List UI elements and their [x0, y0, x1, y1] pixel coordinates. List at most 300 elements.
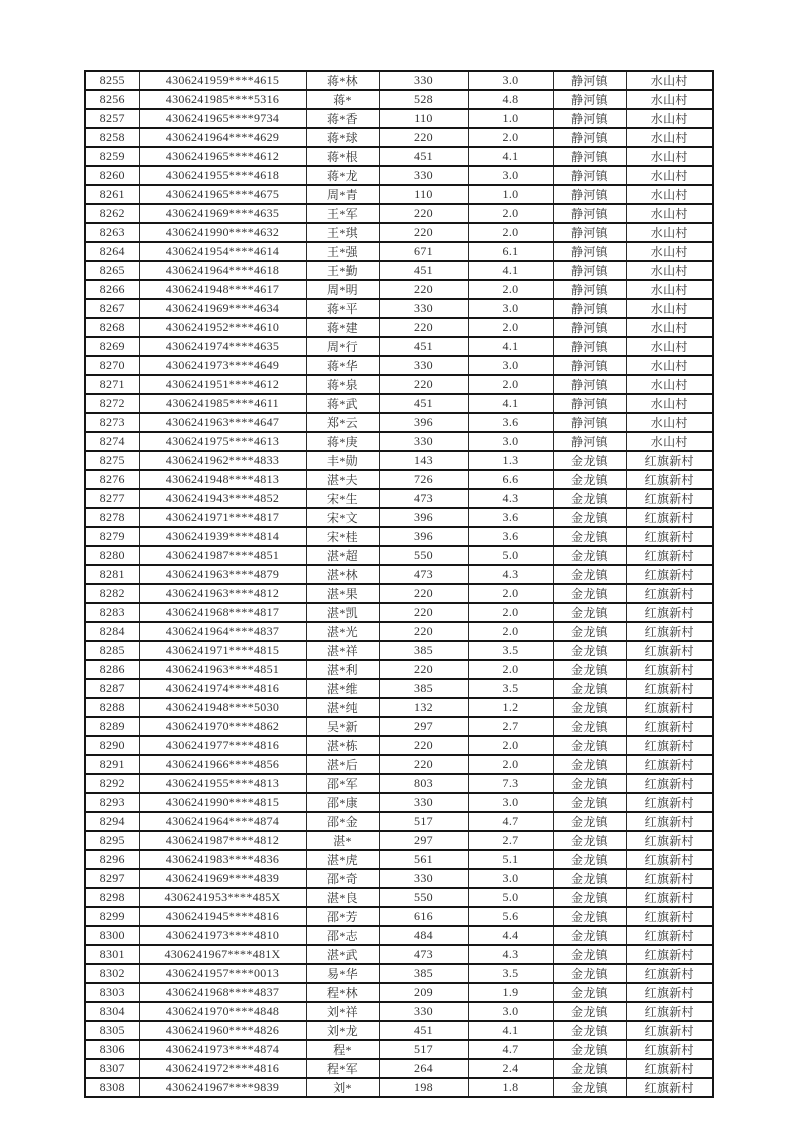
cell-id-number: 4306241973****4874 — [139, 1040, 306, 1059]
table-row — [85, 1040, 713, 1059]
table-row — [85, 717, 713, 736]
cell-id-number: 4306241967****9839 — [139, 1078, 306, 1097]
table-row — [85, 812, 713, 831]
cell-town: 金龙镇 — [553, 489, 626, 508]
cell-amount: 484 — [379, 926, 468, 945]
cell-index: 8278 — [85, 508, 139, 527]
cell-id-number: 4306241990****4632 — [139, 223, 306, 242]
cell-town: 静河镇 — [553, 318, 626, 337]
cell-index: 8258 — [85, 128, 139, 147]
cell-village: 水山村 — [626, 337, 713, 356]
cell-quantity: 2.4 — [468, 1059, 553, 1078]
cell-name: 蒋*华 — [306, 356, 379, 375]
cell-id-number: 4306241969****4839 — [139, 869, 306, 888]
cell-village: 红旗新村 — [626, 470, 713, 489]
cell-id-number: 4306241964****4874 — [139, 812, 306, 831]
cell-amount: 473 — [379, 565, 468, 584]
cell-id-number: 4306241955****4618 — [139, 166, 306, 185]
cell-amount: 385 — [379, 964, 468, 983]
cell-village: 红旗新村 — [626, 679, 713, 698]
cell-village: 红旗新村 — [626, 888, 713, 907]
cell-town: 金龙镇 — [553, 1002, 626, 1021]
cell-id-number: 4306241963****4879 — [139, 565, 306, 584]
cell-quantity: 1.2 — [468, 698, 553, 717]
cell-amount: 330 — [379, 166, 468, 185]
cell-index: 8298 — [85, 888, 139, 907]
table-row — [85, 261, 713, 280]
cell-village: 水山村 — [626, 71, 713, 90]
cell-amount: 330 — [379, 356, 468, 375]
cell-name: 湛*光 — [306, 622, 379, 641]
cell-amount: 451 — [379, 394, 468, 413]
cell-quantity: 4.1 — [468, 1021, 553, 1040]
cell-index: 8260 — [85, 166, 139, 185]
cell-amount: 396 — [379, 508, 468, 527]
cell-village: 红旗新村 — [626, 1040, 713, 1059]
cell-index: 8255 — [85, 71, 139, 90]
cell-index: 8269 — [85, 337, 139, 356]
table-row — [85, 907, 713, 926]
cell-id-number: 4306241968****4837 — [139, 983, 306, 1002]
table-row — [85, 413, 713, 432]
cell-town: 金龙镇 — [553, 850, 626, 869]
cell-quantity: 3.0 — [468, 432, 553, 451]
cell-town: 金龙镇 — [553, 546, 626, 565]
table-row — [85, 584, 713, 603]
cell-id-number: 4306241964****4629 — [139, 128, 306, 147]
cell-id-number: 4306241965****4612 — [139, 147, 306, 166]
cell-name: 王*琪 — [306, 223, 379, 242]
table-row — [85, 128, 713, 147]
cell-amount: 451 — [379, 1021, 468, 1040]
cell-amount: 330 — [379, 299, 468, 318]
cell-quantity: 1.9 — [468, 983, 553, 1002]
cell-town: 金龙镇 — [553, 1059, 626, 1078]
cell-name: 宋*桂 — [306, 527, 379, 546]
cell-quantity: 2.0 — [468, 622, 553, 641]
cell-index: 8305 — [85, 1021, 139, 1040]
cell-village: 水山村 — [626, 128, 713, 147]
cell-town: 静河镇 — [553, 185, 626, 204]
cell-village: 红旗新村 — [626, 584, 713, 603]
table-row — [85, 109, 713, 128]
cell-village: 红旗新村 — [626, 1002, 713, 1021]
cell-index: 8284 — [85, 622, 139, 641]
cell-quantity: 2.7 — [468, 831, 553, 850]
cell-town: 金龙镇 — [553, 983, 626, 1002]
cell-index: 8286 — [85, 660, 139, 679]
cell-town: 金龙镇 — [553, 584, 626, 603]
table-row — [85, 869, 713, 888]
cell-id-number: 4306241970****4848 — [139, 1002, 306, 1021]
cell-name: 蒋*龙 — [306, 166, 379, 185]
cell-id-number: 4306241987****4851 — [139, 546, 306, 565]
cell-name: 湛*后 — [306, 755, 379, 774]
table-row — [85, 394, 713, 413]
cell-quantity: 4.1 — [468, 337, 553, 356]
cell-index: 8290 — [85, 736, 139, 755]
cell-amount: 550 — [379, 546, 468, 565]
cell-index: 8275 — [85, 451, 139, 470]
cell-town: 金龙镇 — [553, 907, 626, 926]
cell-index: 8281 — [85, 565, 139, 584]
cell-index: 8262 — [85, 204, 139, 223]
cell-index: 8296 — [85, 850, 139, 869]
cell-index: 8294 — [85, 812, 139, 831]
cell-village: 红旗新村 — [626, 660, 713, 679]
cell-index: 8267 — [85, 299, 139, 318]
cell-quantity: 6.1 — [468, 242, 553, 261]
table-row — [85, 850, 713, 869]
cell-id-number: 4306241987****4812 — [139, 831, 306, 850]
cell-id-number: 4306241954****4614 — [139, 242, 306, 261]
cell-quantity: 3.0 — [468, 869, 553, 888]
cell-village: 红旗新村 — [626, 736, 713, 755]
cell-village: 红旗新村 — [626, 774, 713, 793]
cell-name: 湛*祥 — [306, 641, 379, 660]
cell-village: 水山村 — [626, 109, 713, 128]
cell-village: 红旗新村 — [626, 1078, 713, 1097]
cell-name: 湛*武 — [306, 945, 379, 964]
cell-index: 8300 — [85, 926, 139, 945]
table-row — [85, 242, 713, 261]
cell-town: 静河镇 — [553, 166, 626, 185]
cell-amount: 451 — [379, 261, 468, 280]
cell-id-number: 4306241948****5030 — [139, 698, 306, 717]
cell-town: 金龙镇 — [553, 1078, 626, 1097]
cell-town: 静河镇 — [553, 337, 626, 356]
table-row — [85, 318, 713, 337]
cell-amount: 220 — [379, 280, 468, 299]
cell-name: 蒋*林 — [306, 71, 379, 90]
cell-name: 蒋*根 — [306, 147, 379, 166]
cell-village: 水山村 — [626, 204, 713, 223]
cell-name: 刘*龙 — [306, 1021, 379, 1040]
cell-village: 红旗新村 — [626, 831, 713, 850]
cell-amount: 451 — [379, 337, 468, 356]
cell-name: 程*军 — [306, 1059, 379, 1078]
cell-quantity: 3.5 — [468, 679, 553, 698]
cell-amount: 671 — [379, 242, 468, 261]
cell-village: 水山村 — [626, 394, 713, 413]
cell-name: 王*勤 — [306, 261, 379, 280]
cell-amount: 396 — [379, 527, 468, 546]
cell-name: 吴*新 — [306, 717, 379, 736]
cell-amount: 220 — [379, 584, 468, 603]
cell-town: 金龙镇 — [553, 698, 626, 717]
cell-town: 静河镇 — [553, 242, 626, 261]
table-row — [85, 356, 713, 375]
cell-name: 程*林 — [306, 983, 379, 1002]
cell-town: 静河镇 — [553, 261, 626, 280]
cell-id-number: 4306241973****4649 — [139, 356, 306, 375]
table-row — [85, 71, 713, 90]
table-row — [85, 1059, 713, 1078]
cell-village: 红旗新村 — [626, 869, 713, 888]
cell-quantity: 1.0 — [468, 109, 553, 128]
cell-town: 金龙镇 — [553, 641, 626, 660]
cell-id-number: 4306241948****4813 — [139, 470, 306, 489]
table-row — [85, 299, 713, 318]
cell-name: 湛*凯 — [306, 603, 379, 622]
cell-id-number: 4306241965****9734 — [139, 109, 306, 128]
cell-name: 蒋* — [306, 90, 379, 109]
cell-village: 水山村 — [626, 261, 713, 280]
cell-index: 8287 — [85, 679, 139, 698]
cell-quantity: 5.1 — [468, 850, 553, 869]
cell-id-number: 4306241975****4613 — [139, 432, 306, 451]
cell-id-number: 4306241962****4833 — [139, 451, 306, 470]
table-row — [85, 793, 713, 812]
table-row — [85, 660, 713, 679]
table-row — [85, 1021, 713, 1040]
cell-quantity: 4.1 — [468, 261, 553, 280]
cell-index: 8299 — [85, 907, 139, 926]
cell-id-number: 4306241959****4615 — [139, 71, 306, 90]
cell-index: 8297 — [85, 869, 139, 888]
cell-town: 静河镇 — [553, 147, 626, 166]
table-row — [85, 983, 713, 1002]
cell-id-number: 4306241960****4826 — [139, 1021, 306, 1040]
cell-id-number: 4306241985****4611 — [139, 394, 306, 413]
table-row — [85, 945, 713, 964]
cell-town: 静河镇 — [553, 299, 626, 318]
cell-quantity: 5.6 — [468, 907, 553, 926]
cell-village: 红旗新村 — [626, 812, 713, 831]
cell-village: 红旗新村 — [626, 945, 713, 964]
cell-index: 8256 — [85, 90, 139, 109]
cell-village: 红旗新村 — [626, 641, 713, 660]
cell-village: 红旗新村 — [626, 451, 713, 470]
cell-town: 静河镇 — [553, 394, 626, 413]
cell-quantity: 3.5 — [468, 641, 553, 660]
cell-amount: 550 — [379, 888, 468, 907]
table-row — [85, 565, 713, 584]
cell-amount: 330 — [379, 869, 468, 888]
cell-index: 8271 — [85, 375, 139, 394]
table-row — [85, 546, 713, 565]
cell-id-number: 4306241953****485X — [139, 888, 306, 907]
cell-name: 王*强 — [306, 242, 379, 261]
cell-village: 水山村 — [626, 90, 713, 109]
cell-village: 红旗新村 — [626, 1059, 713, 1078]
cell-index: 8274 — [85, 432, 139, 451]
cell-quantity: 4.3 — [468, 945, 553, 964]
cell-amount: 110 — [379, 185, 468, 204]
cell-quantity: 4.1 — [468, 147, 553, 166]
table-row — [85, 641, 713, 660]
cell-town: 金龙镇 — [553, 603, 626, 622]
cell-village: 水山村 — [626, 242, 713, 261]
cell-index: 8261 — [85, 185, 139, 204]
cell-name: 邵*志 — [306, 926, 379, 945]
cell-quantity: 7.3 — [468, 774, 553, 793]
table-row — [85, 337, 713, 356]
cell-name: 刘* — [306, 1078, 379, 1097]
cell-village: 红旗新村 — [626, 717, 713, 736]
cell-amount: 110 — [379, 109, 468, 128]
cell-index: 8280 — [85, 546, 139, 565]
cell-id-number: 4306241985****5316 — [139, 90, 306, 109]
cell-village: 水山村 — [626, 147, 713, 166]
cell-index: 8307 — [85, 1059, 139, 1078]
cell-id-number: 4306241964****4618 — [139, 261, 306, 280]
cell-amount: 385 — [379, 641, 468, 660]
cell-quantity: 6.6 — [468, 470, 553, 489]
cell-name: 湛*纯 — [306, 698, 379, 717]
table-row — [85, 831, 713, 850]
cell-name: 丰*勋 — [306, 451, 379, 470]
cell-index: 8285 — [85, 641, 139, 660]
cell-village: 红旗新村 — [626, 622, 713, 641]
cell-amount: 561 — [379, 850, 468, 869]
cell-amount: 517 — [379, 812, 468, 831]
cell-name: 湛*利 — [306, 660, 379, 679]
cell-amount: 473 — [379, 945, 468, 964]
cell-amount: 220 — [379, 223, 468, 242]
cell-village: 水山村 — [626, 318, 713, 337]
cell-amount: 451 — [379, 147, 468, 166]
cell-id-number: 4306241968****4817 — [139, 603, 306, 622]
cell-index: 8279 — [85, 527, 139, 546]
cell-town: 静河镇 — [553, 109, 626, 128]
cell-village: 红旗新村 — [626, 964, 713, 983]
cell-quantity: 3.0 — [468, 356, 553, 375]
cell-village: 红旗新村 — [626, 489, 713, 508]
cell-quantity: 3.6 — [468, 527, 553, 546]
cell-index: 8306 — [85, 1040, 139, 1059]
cell-name: 蒋*平 — [306, 299, 379, 318]
cell-index: 8302 — [85, 964, 139, 983]
cell-village: 水山村 — [626, 356, 713, 375]
cell-quantity: 4.4 — [468, 926, 553, 945]
cell-id-number: 4306241977****4816 — [139, 736, 306, 755]
cell-name: 湛*虎 — [306, 850, 379, 869]
cell-quantity: 2.0 — [468, 755, 553, 774]
cell-town: 金龙镇 — [553, 1040, 626, 1059]
cell-amount: 396 — [379, 413, 468, 432]
cell-quantity: 2.0 — [468, 204, 553, 223]
cell-amount: 803 — [379, 774, 468, 793]
cell-town: 静河镇 — [553, 280, 626, 299]
cell-quantity: 5.0 — [468, 546, 553, 565]
cell-name: 邵*军 — [306, 774, 379, 793]
cell-id-number: 4306241948****4617 — [139, 280, 306, 299]
cell-village: 红旗新村 — [626, 983, 713, 1002]
cell-village: 红旗新村 — [626, 565, 713, 584]
cell-index: 8303 — [85, 983, 139, 1002]
cell-amount: 220 — [379, 128, 468, 147]
cell-index: 8304 — [85, 1002, 139, 1021]
cell-id-number: 4306241966****4856 — [139, 755, 306, 774]
cell-quantity: 2.0 — [468, 223, 553, 242]
table-row — [85, 280, 713, 299]
cell-town: 金龙镇 — [553, 1021, 626, 1040]
cell-town: 静河镇 — [553, 128, 626, 147]
cell-id-number: 4306241970****4862 — [139, 717, 306, 736]
cell-town: 金龙镇 — [553, 565, 626, 584]
cell-quantity: 4.7 — [468, 812, 553, 831]
cell-id-number: 4306241963****4851 — [139, 660, 306, 679]
table-row — [85, 432, 713, 451]
cell-index: 8277 — [85, 489, 139, 508]
cell-index: 8268 — [85, 318, 139, 337]
cell-index: 8270 — [85, 356, 139, 375]
cell-id-number: 4306241965****4675 — [139, 185, 306, 204]
table-row — [85, 964, 713, 983]
cell-id-number: 4306241939****4814 — [139, 527, 306, 546]
cell-index: 8288 — [85, 698, 139, 717]
cell-amount: 198 — [379, 1078, 468, 1097]
cell-town: 金龙镇 — [553, 926, 626, 945]
table-row — [85, 147, 713, 166]
cell-village: 水山村 — [626, 413, 713, 432]
cell-village: 红旗新村 — [626, 508, 713, 527]
cell-amount: 297 — [379, 831, 468, 850]
cell-town: 静河镇 — [553, 90, 626, 109]
cell-amount: 220 — [379, 318, 468, 337]
cell-name: 王*军 — [306, 204, 379, 223]
cell-name: 湛*超 — [306, 546, 379, 565]
cell-town: 金龙镇 — [553, 945, 626, 964]
table-row — [85, 698, 713, 717]
cell-id-number: 4306241951****4612 — [139, 375, 306, 394]
cell-town: 金龙镇 — [553, 793, 626, 812]
cell-index: 8293 — [85, 793, 139, 812]
cell-village: 水山村 — [626, 166, 713, 185]
cell-index: 8265 — [85, 261, 139, 280]
cell-quantity: 2.0 — [468, 584, 553, 603]
table-row — [85, 888, 713, 907]
cell-town: 金龙镇 — [553, 888, 626, 907]
cell-amount: 616 — [379, 907, 468, 926]
cell-quantity: 3.0 — [468, 299, 553, 318]
cell-town: 金龙镇 — [553, 527, 626, 546]
cell-amount: 209 — [379, 983, 468, 1002]
table-row — [85, 926, 713, 945]
cell-village: 红旗新村 — [626, 907, 713, 926]
cell-id-number: 4306241971****4817 — [139, 508, 306, 527]
cell-village: 红旗新村 — [626, 1021, 713, 1040]
cell-quantity: 4.1 — [468, 394, 553, 413]
cell-index: 8289 — [85, 717, 139, 736]
cell-quantity: 4.7 — [468, 1040, 553, 1059]
cell-name: 周*行 — [306, 337, 379, 356]
cell-name: 湛*夫 — [306, 470, 379, 489]
cell-name: 蒋*庚 — [306, 432, 379, 451]
table-row — [85, 470, 713, 489]
cell-id-number: 4306241963****4647 — [139, 413, 306, 432]
cell-index: 8273 — [85, 413, 139, 432]
cell-amount: 220 — [379, 755, 468, 774]
cell-quantity: 5.0 — [468, 888, 553, 907]
cell-name: 蒋*香 — [306, 109, 379, 128]
cell-town: 金龙镇 — [553, 755, 626, 774]
cell-quantity: 3.5 — [468, 964, 553, 983]
cell-town: 金龙镇 — [553, 679, 626, 698]
cell-index: 8308 — [85, 1078, 139, 1097]
table-row — [85, 185, 713, 204]
table-row — [85, 603, 713, 622]
cell-amount: 473 — [379, 489, 468, 508]
cell-index: 8263 — [85, 223, 139, 242]
table-row — [85, 166, 713, 185]
cell-amount: 143 — [379, 451, 468, 470]
cell-amount: 220 — [379, 204, 468, 223]
cell-id-number: 4306241974****4816 — [139, 679, 306, 698]
cell-quantity: 2.0 — [468, 280, 553, 299]
cell-village: 水山村 — [626, 299, 713, 318]
